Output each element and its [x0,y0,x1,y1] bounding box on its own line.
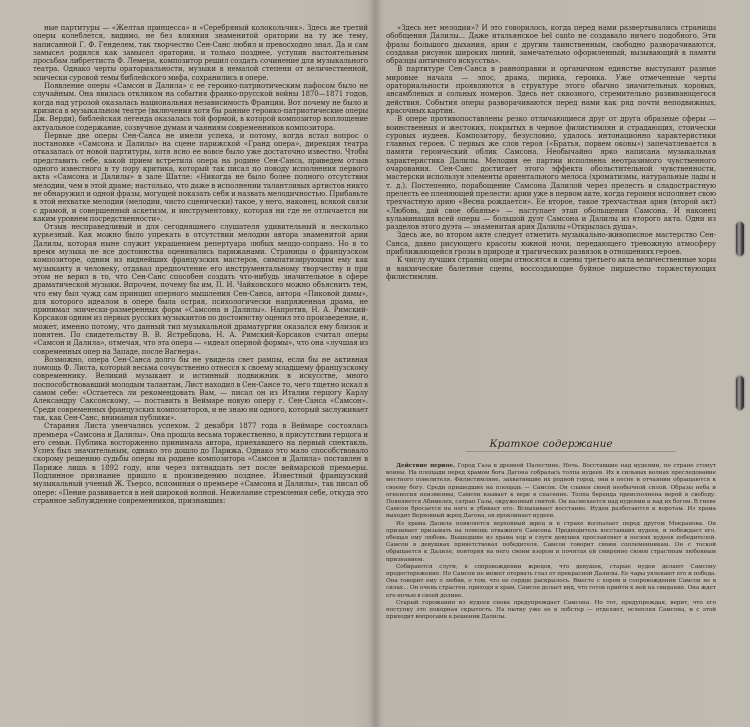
paragraph: Первые две оперы Сен-Санса не имели успеха, и потому, когда встал вопрос о постановке «Самсона и Далилы» на сцене парижской «Гранд опера», дирекция театра отказалась от новой партитуры, хотя ясно ее вовсе было уже достаточно известно. Чтобы представить себе, какой прием встретила опера на родине Сен-Санса, приведем отзыв одного известного в ту пору критика, который так писал по поводу исполнения первого акта «Самсона и Далилы» в зале Шатле: «Никогда не было более полного отсутствия мелодии, чем в этой драме; настолько, что даже в исполнении талантливых артистов никто не обнаружил и одной фразы, могущей показать себя и назвать мелодичностью. Прибавьте к этой нехватке мелодии (мелодии, чисто сценически) такое, у него, наконец, всякой связи с драмой, и совершенный аскетизм, и инструментовку, которая ни где не отличается ни каким уровнем посредственности». [33,130,368,223]
synopsis-paragraph [386,600,716,622]
paragraph: ные партитуры — «Желтая принцесса» и «Серебряный колокольчик». Здесь же третий оперы колеблется, видимо, не без влияния знаменитой оратории на ту же тему, написанной Г. Ф. Генделем, так творчество Сен-Санс любил и превосходно знал. Да и сам замысел родился как замысел оратории, и только позднее, уступив настоятельным просьбам либреттиста Ф. Лемера, композитор решил создать сочинение для музыкального театра. Однако черты ораториальности, музыки в немалой степени от величественной, эпически суровой темы библейского мифа, сохранились в опере. [33,23,368,82]
synopsis-paragraph [386,564,716,600]
paragraph: В опере противопоставлены резко отличающиеся друг от друга образные сферы — воинственных и жестоких, покрытых в черное филистимлян и страдающих, стоически суровых иудеев. Композитору, безусловно, удалось интонационно характеристики главных героев. С первых же слов героя («Братья, порвем оковы») запечатлевается в памяти героический облик Самсона. Необычайно ярко написана музыкальная характеристика Далилы. Мелодия ее партии исполнена неотразимого чувственного очарования. Сен-Санс достигает этого эффекта обольстительной чувственности, мастерски используя элементы ориентального мелоса (хроматизмы, натуральные лады и т. д.). Постепенно, порабощение Самсона Далилой через прелесть и сладострастную прелесть ее пленяющей прелести: арии уже в первом акте, когда героиня исполняет свою трехчастную арию «Весна рождается». Ее второе, такое трехчастная ария (второй акт) «Любовь, дай свое обаянье» — наступает этап обольщения Самсона. И наконец кульминация всей оперы — большой дуэт Самсона и Далилы из второго акта. Одни из разделов этого дуэта — знаменитая ария Далилы «Открылась душа». [386,114,716,232]
synopsis-text: Собираются слуги, в сопровождении жрецов, что девушек, старые иудеи делают Самсону предостережение. Но Самсон не может оторвать глаз от прекрасной Далилы. Ее чары увлекают его и победа. Она говорит ему о любви, о том, что ее сердце раскрылось. Вместе с хором и сопровождении Самсон не в силах... Он очень страстен, приходя в храм, Самсон делает вид, что готов прийти к ней на свидание. Она ждет его ночью в своей долине. [386,563,716,599]
paragraph: К числу лучших страниц оперы относятся и сцены третьего акта величественные хоры и вакхические балетные сцены, воссоздающие буйное пиршество торжествующих филистимлян. [386,255,716,281]
section-heading: Краткое содержание [489,438,613,450]
right-page [376,0,750,727]
synopsis-paragraph [386,521,716,564]
paragraph: «Здесь нет мелодии»? И это говорилось, когда перед нами развертывались страницы обобщения Далилы... Даже итальянское bel canto не создавало ничего подобного. Эти фразы большого дыхания, арии с другим таинственным, свободно разворачиваются, создавая рисунок широких линий, замечательно оформленный, вызывающий в памяти образцы античного искусства». [386,23,716,66]
paragraph: Появление оперы «Самсон и Далила» с ее героико-патриотическим пафосом было не случайным. Она явилась откликом на события франко-прусской войны 1870—1871 годов, когда над угрозой оказалась национальная независимость Франции. Вот почему не было и кризиса в музыкальном театре (включения хотя бы ранние героико-патриотические оперы Дж. Верди), библейская легенда оказалась той формой, в которой композитор воплощение актуальное содержание, созвучное думам и чаяниям современников композитора. [33,81,368,132]
paragraph: Отзыв несправедливый и для сегодняшнего слушателя удивительный и несколько курьезный. Как можно было упрекать в отсутствии мелодии автора знаменитой арии Далилы, которая ныне служит украшением репертуара любых меццо-сопрано. Но в то время музыка не все достоинства оценивались парижанами. Страницы о французском композиторе, одним из виднейших французских мастеров, симпатизирующим ему как музыканту и человеку, отдавал предпочтение его инструментальному творчеству и при этом не верил в то, что Сен-Санс способен создать что-нибудь значительное в сфере драматической музыки. Впрочем, почему бы им, П. И. Чайковского можно объяснить тем, что ему был чужд сам принцип оперного мышления Сен-Санса, автора «Пиковой дамы», для которого идеалом в опере была острая, психологически напряженная драма, не принимал эпически-размеренных форм «Самсона и Далилы». Напротив, Н. А. Римский-Корсаков одним из первых русских музыкантов по достоинству оценил это произведение, и, может, именно потому, что данный тип музыкальной драматургии оказался ему близок и понятен. По свидетельству В. В. Ястребцова, Н. А. Римский-Корсаков считал оперы «Самсон и Далила», отмечая, что эта опера — «идеал оперной формы», что она «лучшая из современных опер на Западе, после Вагнера». [33,222,368,356]
left-page [0,0,374,727]
synopsis-text: Из храма Далила появляется верховный жрец и в страхе воспылает перед другом Мекранова. Он призывает призывать на помощь отважного Самсона. Предводитель восставших иудеев, и побеждает его, обещая ему любовь. Вышедшие из храма хор и слуги девушек прославляют в песнях иудеев победителей. Самсон в девушках приветствовал победителя. Самсон говорит своим соплеменникам. Он с тоской обращается к Далиле, повторяя на него своим взором и почитая ей смиренно своим страстным любовным признанием. [386,520,716,563]
synopsis-text: Старый горожанин из иудеев снова предупреждает Самсона. Но тот, предупреждая, верит, что его поступку это покорная скрытость. На пытку уже ее в лобстер — отделяет, ослепляя Самсона, и с этой приходит вопросами в решении Далилы. [386,599,716,621]
binding-staple-bottom [736,376,744,410]
act-label: Действие первое. [396,463,455,469]
binding-staple-top [736,222,744,256]
paragraph: В партитуре Сен-Санса в равноправии и органичном единстве выступают разные мировые начала — эпос, драма, лирика, героика. Уже отмеченные черты ораториальности проявляются в структуре этого обычно значительных хоровых, ансамблевых и сольных номеров. Здесь нет сквозного, стремительно развивающегося действия. События оперы разворачиваются перед нами как ряд почти неподвижных, красочных картин. [386,64,716,115]
synopsis [386,463,716,621]
paragraph: Здесь же, во втором акте следует отметить музыкально-живописное мастерство Сен-Санса, давно рисующего красоты южной ночи, передающего тревожную атмосферу приближающейся грозы в природе и трагических развязок в отношениях героев. [386,230,716,257]
paragraph: Старания Листа увенчались успехом. 2 декабря 1877 года в Веймаре состоялась премьера «Самсона и Далилы». Она прошла весьма торжественно, в присутствии герцога и его семьи. Публика восторженно принимала автора, приехавшего на первый спектакль. Успех был значительным, однако это дошло до Парижа. Однако это мало способствовало скорому решению судьбы оперы на родине композитора «Самсон и Далила» поставлен в Париже лишь в 1892 году, или через пятнадцать лет после веймарской премьеры. Подлинное признание пришло к произведению позднее. Известный французский музыкальный ученый Ж. Тьерсо, вспоминая о премьере «Самсона и Далилы», так писал об опере: «Пение развивается в ней широкой волной. Нежелание стремления себе, откуда это странное заблуждение современников, признавших: [33,421,368,505]
right-page-text [386,24,716,281]
left-page-text [33,24,368,505]
synopsis-paragraph [386,463,716,521]
paragraph: Возможно, опера Сен-Санса долго бы не увидела свет рампы, если бы не активная помощь Ф. Листа, который весьма сочувственно отнесся к своему младшему французскому современнику. Великий музыкант и истинный подвижник в искусстве, много поспособствовавший молодым талантам, Лист находил в Сен-Сансе то, чего тщетно искал в самом себе: «Остаетесь ли рекомендовать Вам, — писал он из Италии герцогу Карлу Александру Саксонскому, — поставить в Веймаре новую оперу г. Сен-Санса «Самсон». Среди современных французских композиторов, и не знаю ни одного, который заслуживает так, как Сен-Санс, внимания публики». [33,354,368,422]
synopsis-text: Город Газа в древней Палестине. Ночь. Восставшие над иудеями, по стране стонут воины. На площади перед храмом бога Дагона собралась толпа иудеев. Их в сильных волнах преследование местного повелителя. Филистимляне, захватившие их родной город, они в песне и отчаянии обращаются к своему богу. Среди пришедших на площадь — Самсон. Он славен своей необычной силой. Образы неба и огненосия неизменны, Самсон взывает к вере в спасение. Толпа беренда преисполнена верой в свободу. Появляется Абимелех, сатрап Газы, окруженный свитой. Он насмехается над иудеями и над их богом. В гневе Самсон бросается на него и убивает его. Вспыхивает восстание. Иудеи разбегаются к воротам. Из храма выходит Верховный жрец Дагона, он проклинает иудеев. [386,463,716,520]
